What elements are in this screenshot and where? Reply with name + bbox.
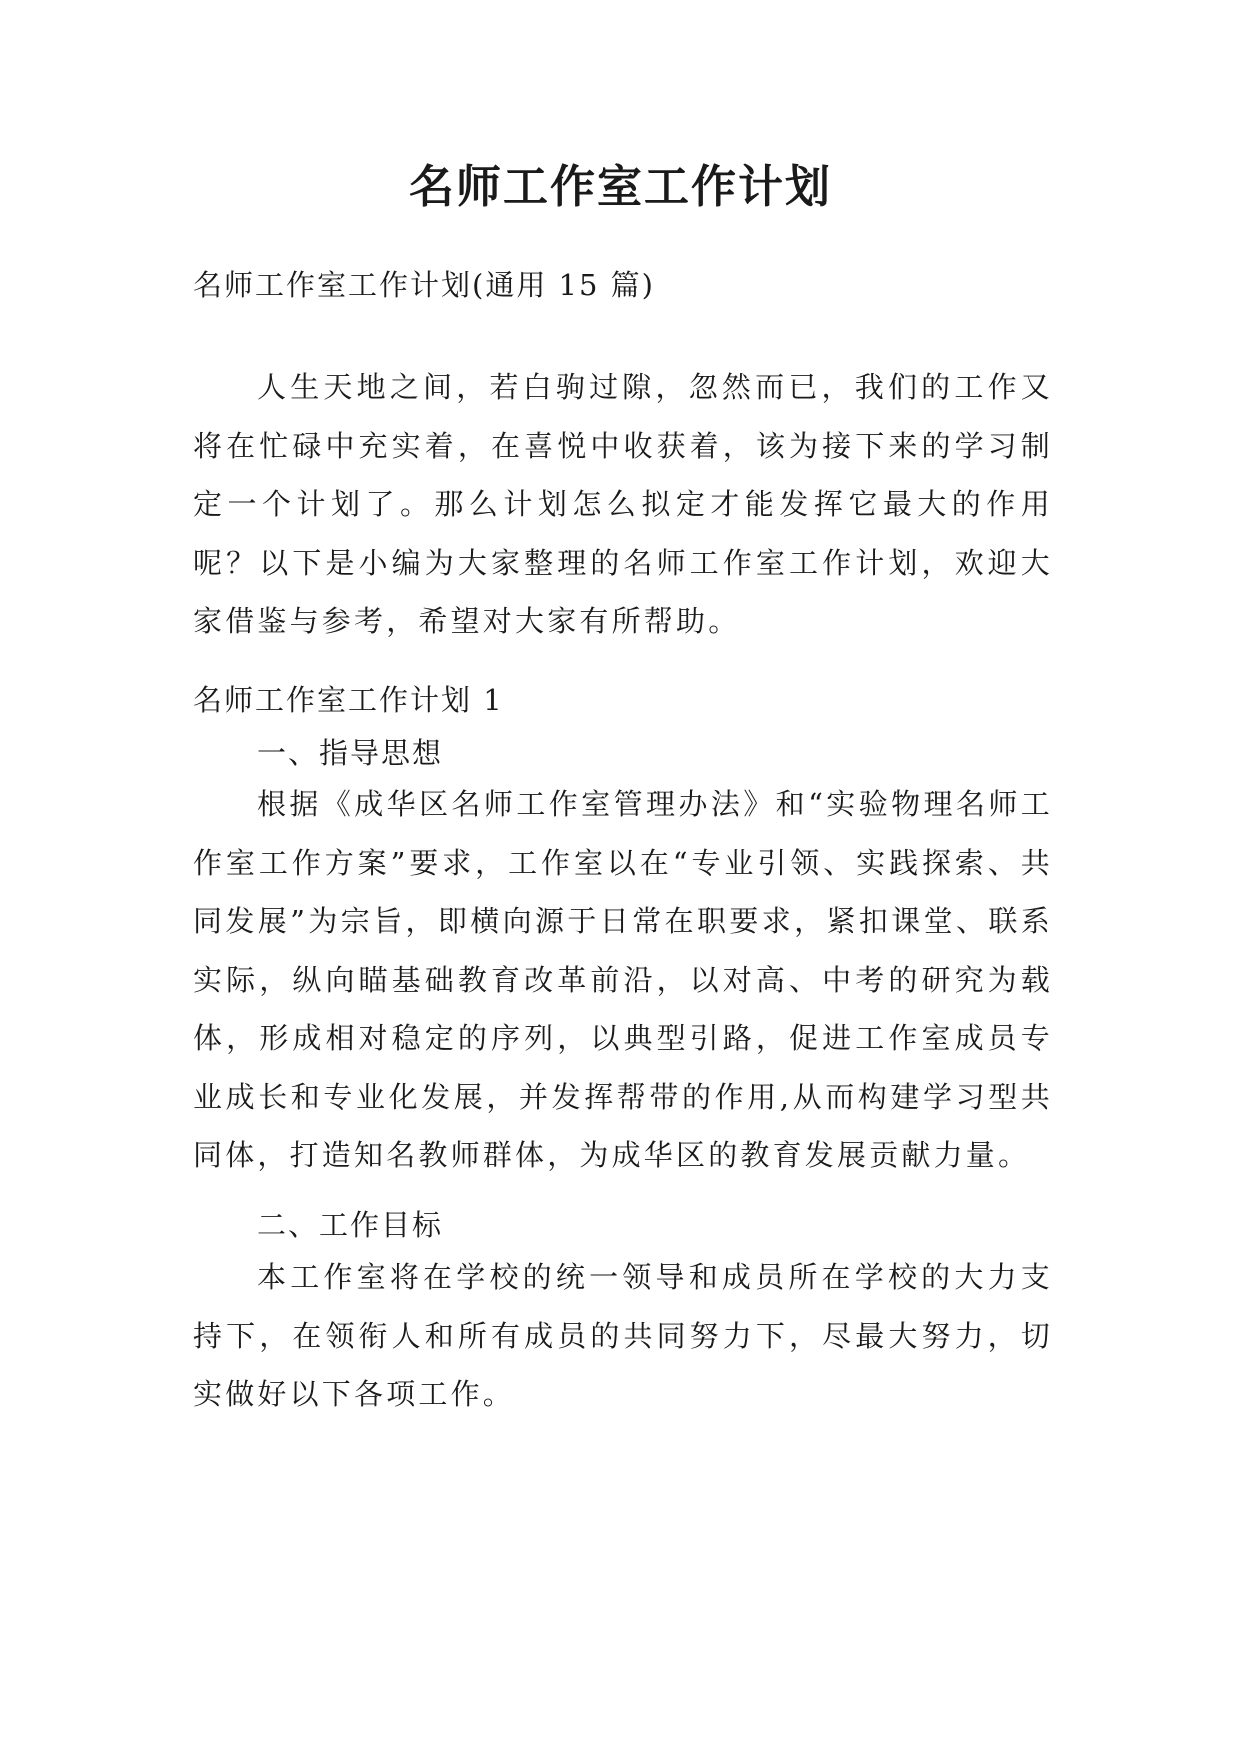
section-title: 名师工作室工作计划 1	[193, 683, 504, 717]
heading-guiding-ideology: 一、指导思想	[257, 736, 444, 770]
heading-work-goals: 二、工作目标	[257, 1208, 444, 1242]
paragraph-guiding-ideology: 根据《成华区名师工作室管理办法》和“实验物理名师工作室工作方案”要求，工作室以在“专业引领、实践探索、共同发展”为宗旨，即横向源于日常在职要求，紧扣课堂、联系实际，纵向瞄基础教育改革前沿，以对高、中考的研究为载体，形成相对稳定的序列，以典型引路，促进工作室成员专业成长和专业化发展，并发挥帮带的作用,从而构建学习型共同体，打造知名教师群体，为成华区的教育发展贡献力量。	[193, 787, 1053, 1172]
intro-paragraph: 人生天地之间，若白驹过隙，忽然而已，我们的工作又将在忙碌中充实着，在喜悦中收获着，该为接下来的学习制定一个计划了。那么计划怎么拟定才能发挥它最大的作用呢？以下是小编为大家整理的名师工作室工作计划，欢迎大家借鉴与参考，希望对大家有所帮助。	[193, 370, 1053, 638]
document-subtitle: 名师工作室工作计划(通用 15 篇)	[193, 268, 655, 302]
document-title: 名师工作室工作计划	[408, 160, 832, 213]
paragraph-work-goals: 本工作室将在学校的统一领导和成员所在学校的大力支持下，在领衔人和所有成员的共同努力下，尽最大努力，切实做好以下各项工作。	[193, 1260, 1053, 1411]
